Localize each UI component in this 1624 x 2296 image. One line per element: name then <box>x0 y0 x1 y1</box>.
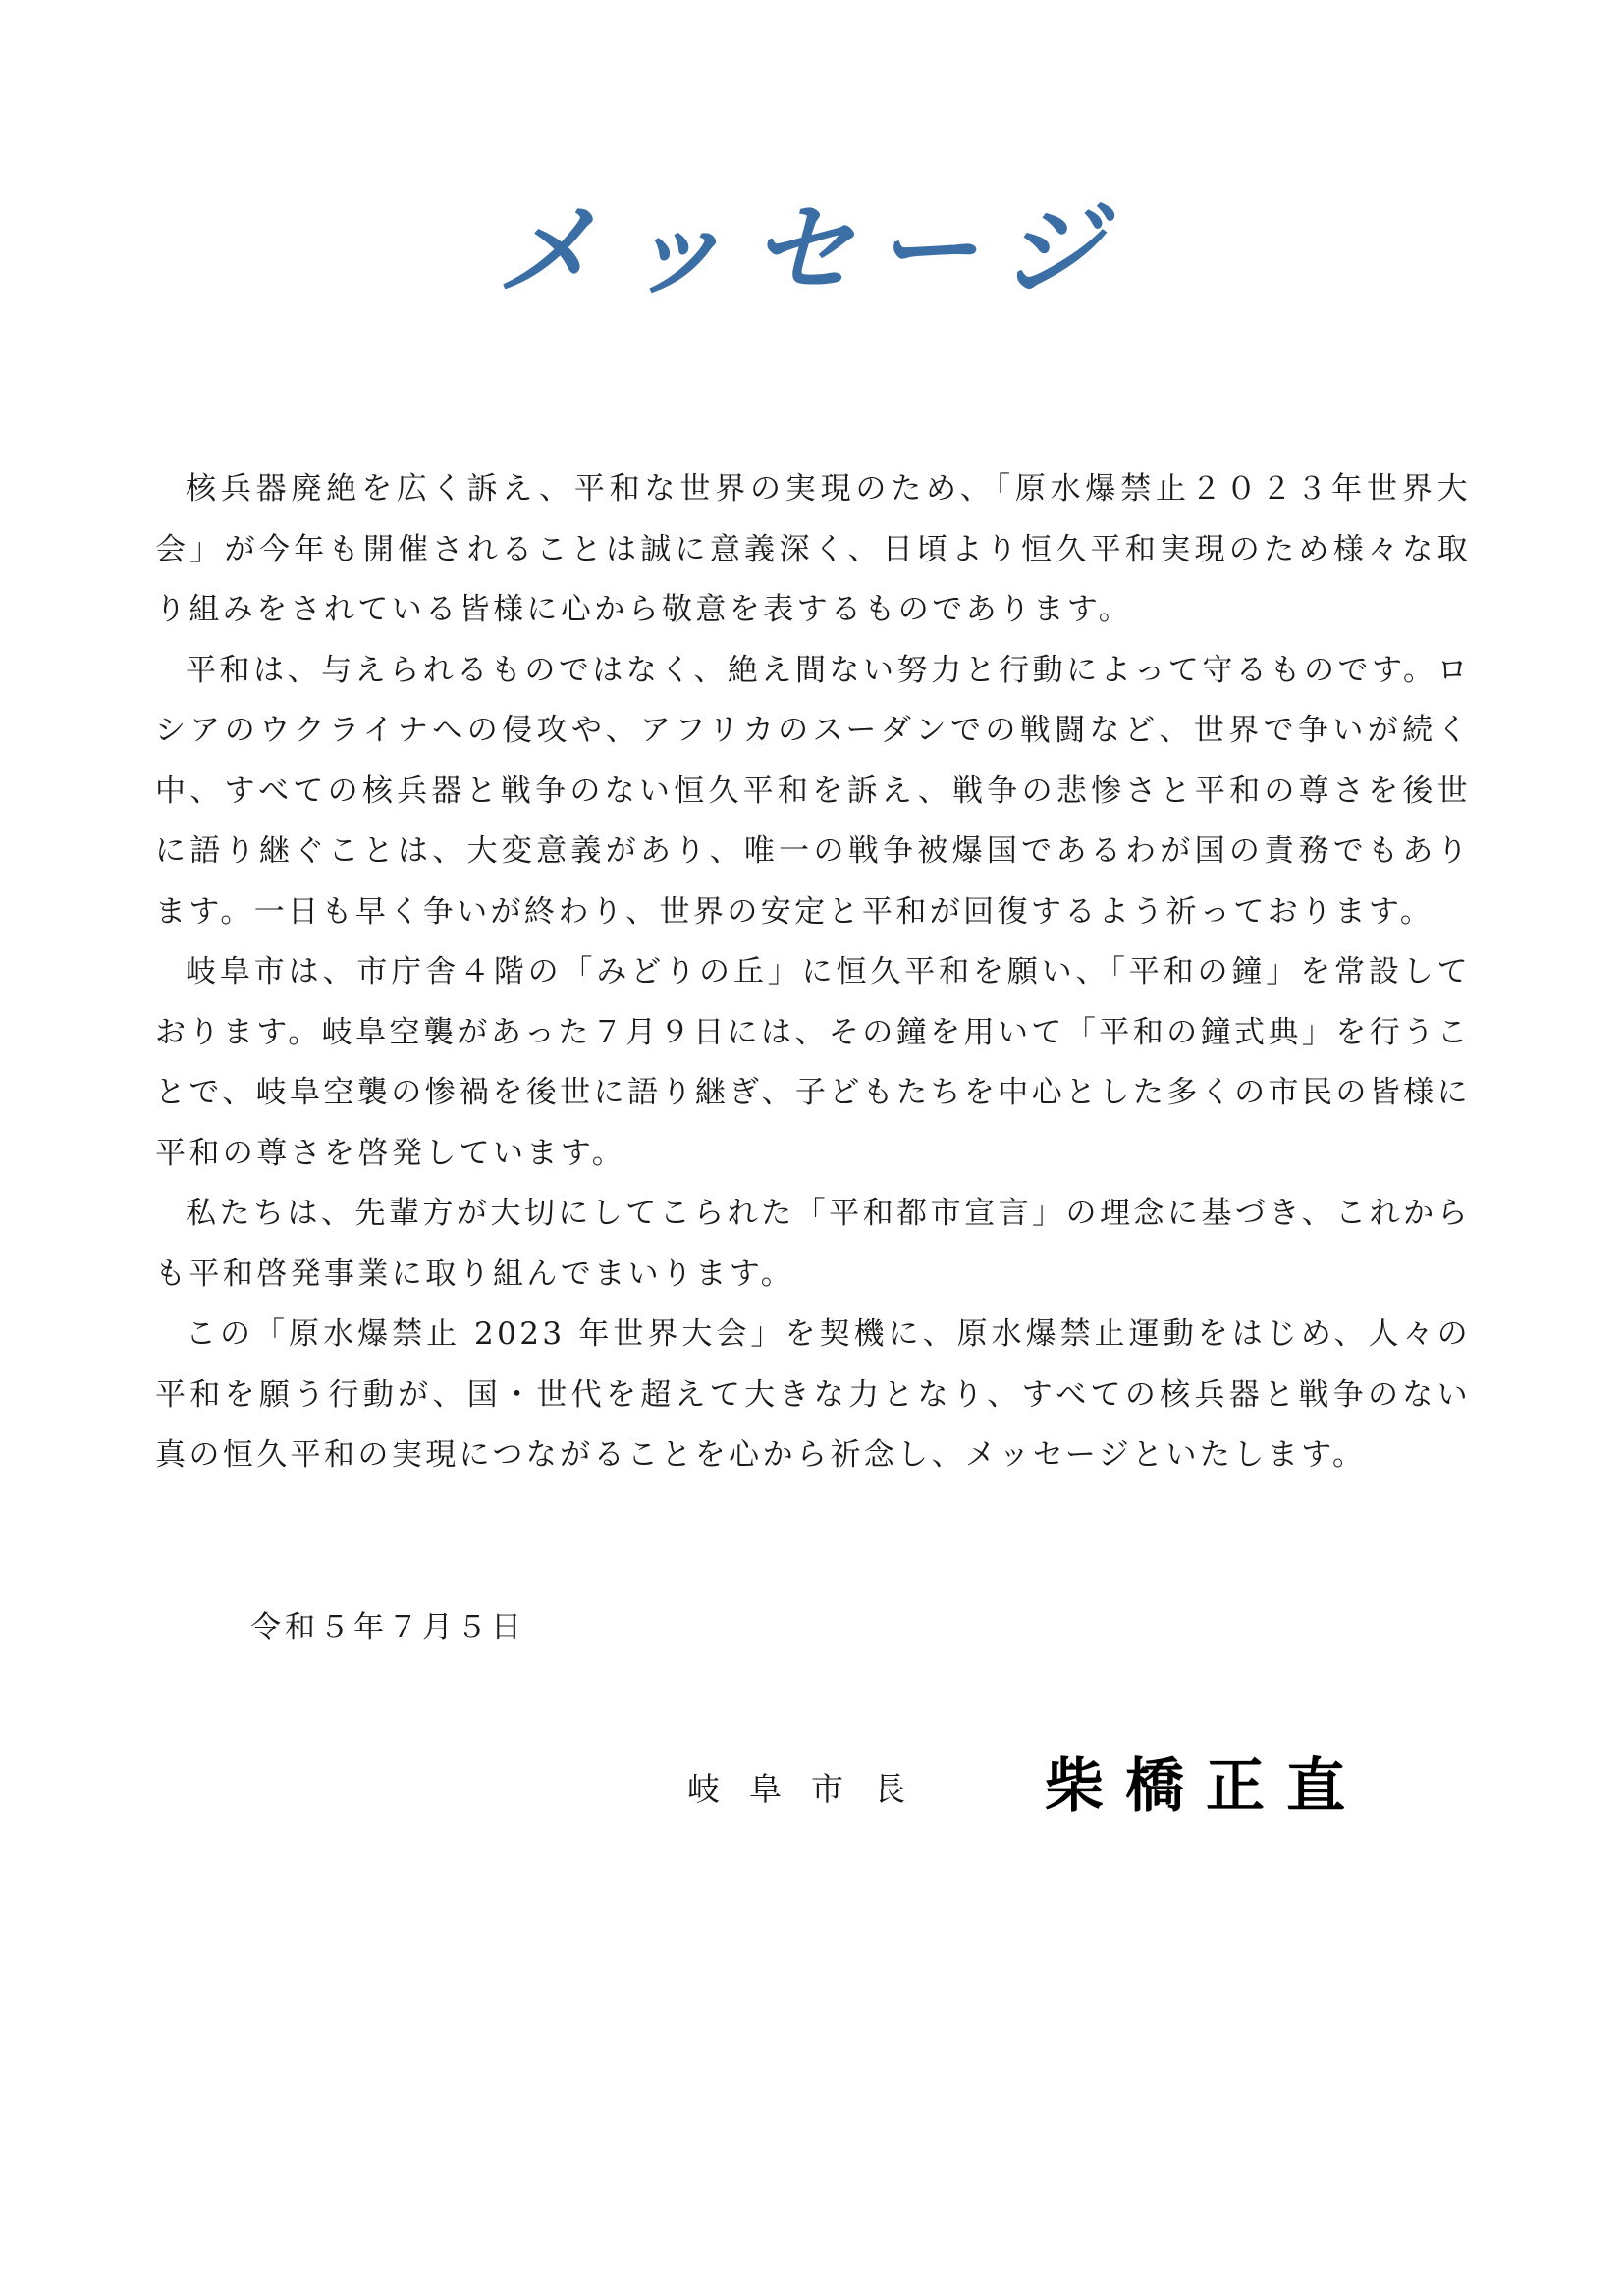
paragraph: この「原水爆禁止 2023 年世界大会」を契機に、原水爆禁止運動をはじめ、人々の平和を願う行動が、国・世代を超えて大きな力となり、すべての核兵器と戦争のない真の恒久平和の実現につながることを心から祈念し、メッセージといたします。 <box>155 1316 1471 1472</box>
message-body <box>155 459 1471 1486</box>
signer-name: 柴橋正直 <box>1045 1752 1367 1821</box>
paragraph: 私たちは、先輩方が大切にしてこられた「平和都市宣言」の理念に基づき、これからも平和啓発事業に取り組んでまいります。 <box>155 1196 1471 1292</box>
paragraph: 平和は、与えられるものではなく、絶え間ない努力と行動によって守るものです。ロシアのウクライナへの侵攻や、アフリカのスーダンでの戦闘など、世界で争いが続く中、すべての核兵器と戦争のない恒久平和を訴え、戦争の悲惨さと平和の尊さを後世に語り継ぐことは、大変意義があり、唯一の戦争被爆国であるわが国の責務でもあります。一日も早く争いが終わり、世界の安定と平和が回復するよう祈っております。 <box>155 652 1471 930</box>
paragraph: 核兵器廃絶を広く訴え、平和な世界の実現のため、「原水爆禁止２０２３年世界大会」が今年も開催されることは誠に意義深く、日頃より恒久平和実現のため様々な取り組みをされている皆様に心から敬意を表するものであります。 <box>155 471 1471 627</box>
date: 令和５年７月５日 <box>250 1610 525 1645</box>
document-title: メッセージ <box>496 190 1128 310</box>
paragraph: 岐阜市は、市庁舎４階の「みどりの丘」に恒久平和を願い、「平和の鐘」を常設しております。岐阜空襲があった７月９日には、その鐘を用いて「平和の鐘式典」を行うことで、岐阜空襲の惨禍を後世に語り継ぎ、子どもたちを中心とした多くの市民の皆様に平和の尊さを啓発しています。 <box>155 954 1471 1171</box>
signer-title: 岐阜市長 <box>687 1770 935 1808</box>
signature-block <box>687 1747 1434 1826</box>
